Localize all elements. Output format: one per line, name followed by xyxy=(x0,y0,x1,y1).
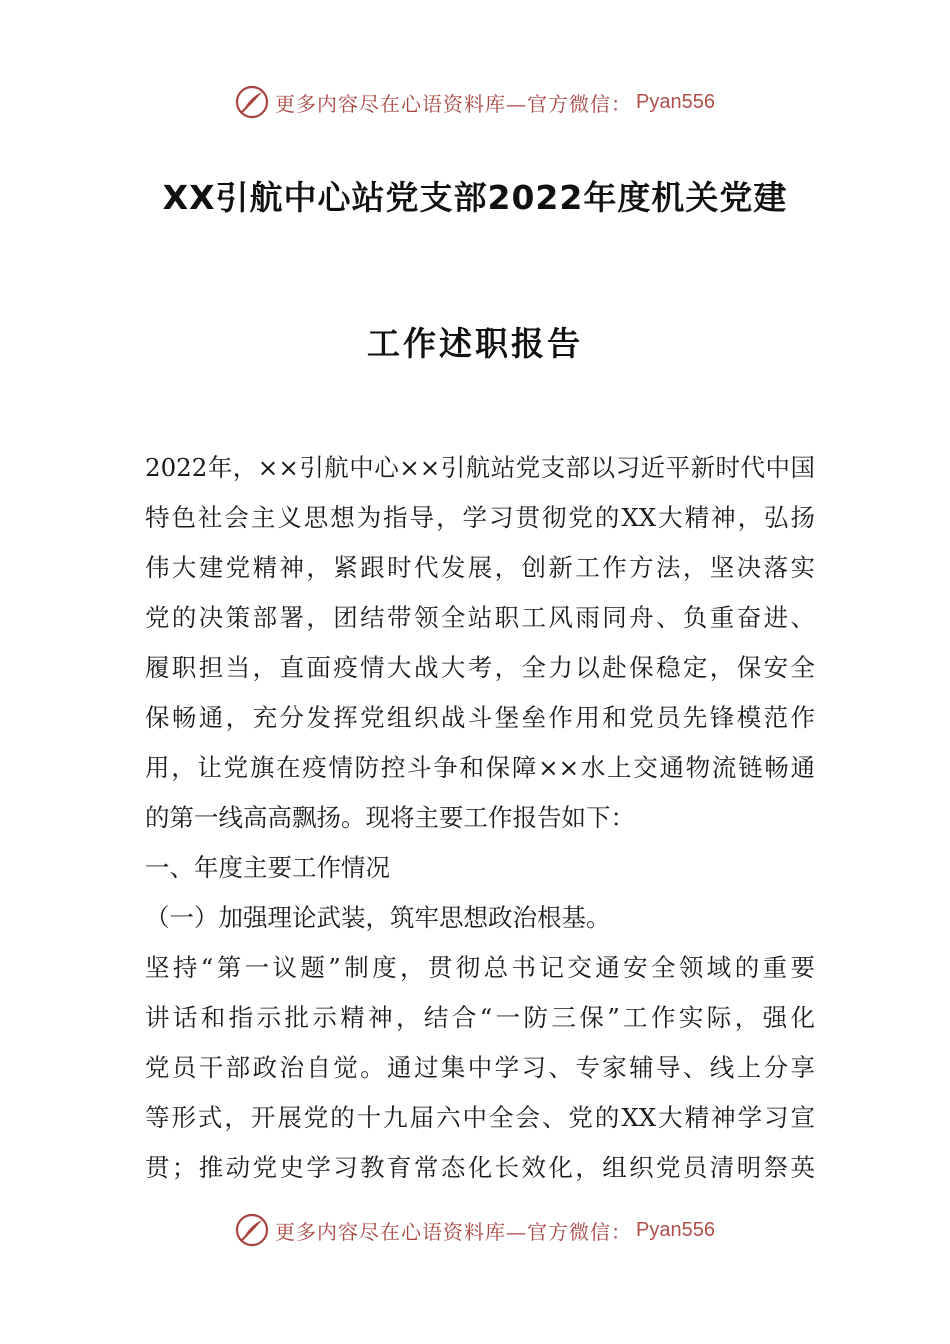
body-line: 等形式，开展党的十九届六中全会、党的XX大精神学习宣 xyxy=(145,1103,815,1132)
document-title-line1: XX引航中心站党支部2022年度机关党建 xyxy=(162,178,788,217)
body-line: 2022年，××引航中心××引航站党支部以习近平新时代中国 xyxy=(145,453,815,482)
body-line: 伟大建党精神，紧跟时代发展，创新工作方法，坚决落实 xyxy=(145,553,815,582)
body-line: 保畅通，充分发挥党组织战斗堡垒作用和党员先锋模范作 xyxy=(145,703,815,732)
body-line: 用，让党旗在疫情防控斗争和保障××水上交通物流链畅通 xyxy=(145,753,815,782)
body-line: 党的决策部署，团结带领全站职工风雨同舟、负重奋进、 xyxy=(145,603,815,632)
document-title-line2: 工作述职报告 xyxy=(367,324,583,363)
subsection-heading: （一）加强理论武装，筑牢思想政治根基。 xyxy=(145,903,611,932)
watermark-text: 更多内容尽在心语资料库—官方微信： xyxy=(275,1219,633,1244)
watermark-account: Pyan556 xyxy=(636,90,715,113)
body-line: 党员干部政治自觉。通过集中学习、专家辅导、线上分享 xyxy=(145,1053,815,1082)
document-body xyxy=(145,449,815,1199)
section-heading: 一、年度主要工作情况 xyxy=(145,853,390,882)
watermark-account: Pyan556 xyxy=(636,1218,715,1241)
body-line: 特色社会主义思想为指导，学习贯彻党的XX大精神，弘扬 xyxy=(145,503,815,532)
watermark-banner-top xyxy=(0,82,950,122)
watermark-text: 更多内容尽在心语资料库—官方微信： xyxy=(275,91,633,116)
body-line: 履职担当，直面疫情大战大考，全力以赴保稳定，保安全 xyxy=(145,653,815,682)
body-line: 坚持“第一议题”制度，贯彻总书记交通安全领域的重要 xyxy=(145,953,815,982)
quill-logo-icon xyxy=(235,85,269,119)
watermark-banner-bottom xyxy=(0,1210,950,1250)
body-line: 贯；推动党史学习教育常态化长效化，组织党员清明祭英 xyxy=(145,1153,815,1182)
quill-logo-icon xyxy=(235,1213,269,1247)
body-line: 的第一线高高飘扬。现将主要工作报告如下： xyxy=(145,803,635,832)
body-line: 讲话和指示批示精神，结合“一防三保”工作实际，强化 xyxy=(145,1003,815,1032)
